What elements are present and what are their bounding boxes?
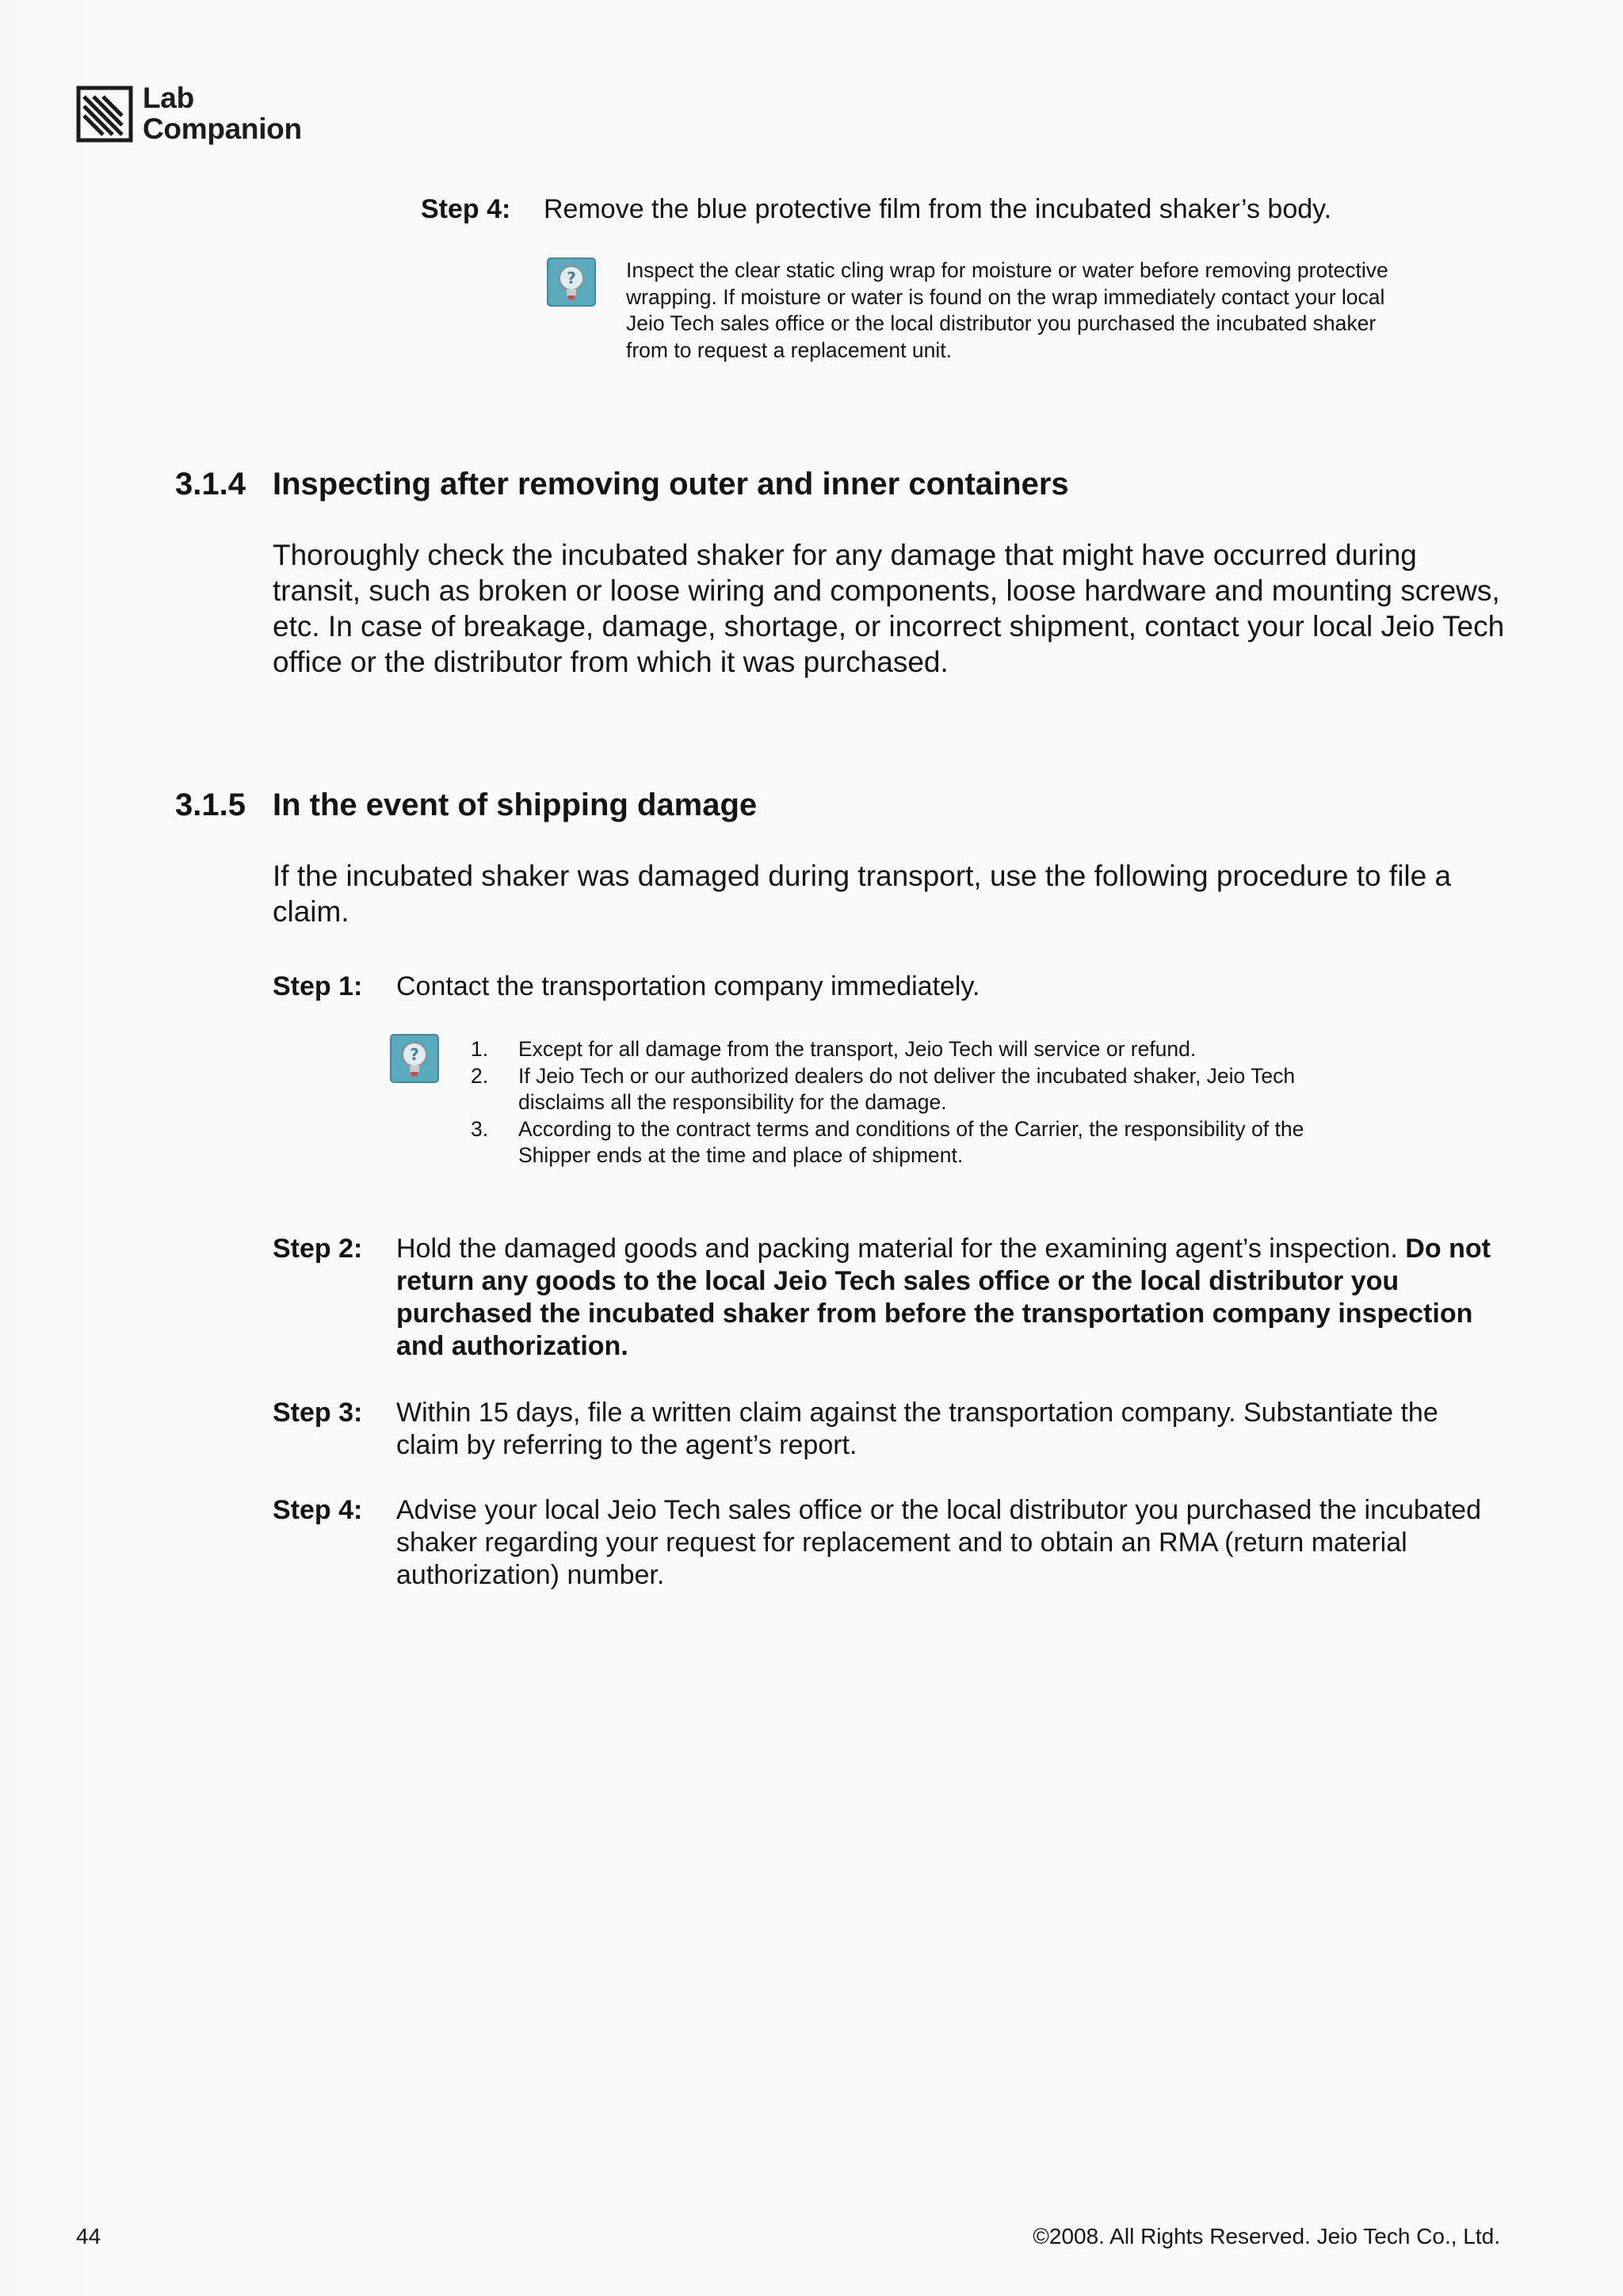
list-item <box>471 1116 1366 1169</box>
step-label: Step 4: <box>421 194 511 224</box>
logo-wordmark <box>143 82 302 144</box>
lab-companion-logo <box>76 82 346 151</box>
logo-line-2: Companion <box>143 113 302 145</box>
step-text <box>396 1233 1510 1363</box>
step-label: Step 1: <box>273 971 363 1001</box>
section-number: 3.1.4 <box>175 467 246 502</box>
step-text-bold-warning: Do not return any goods to the local Jeio Tech sales office or the local distributor you purchased the incubated shaker from before the transportation company inspection and authorization. <box>396 1234 1491 1361</box>
lightbulb-question-icon <box>390 1034 439 1083</box>
step-label: Step 2: <box>273 1234 363 1264</box>
list-text: If Jeio Tech or our authorized dealers do not deliver the incubated shaker, Jeio Tech disclaims all the responsibility for the damage. <box>518 1063 1296 1114</box>
svg-text:?: ? <box>410 1045 419 1064</box>
list-item <box>471 1063 1366 1116</box>
section-title: In the event of shipping damage <box>273 788 758 822</box>
step-text-regular: Hold the damaged goods and packing material for the examining agent’s inspection. <box>396 1234 1398 1264</box>
lab-companion-logo-icon <box>76 86 133 143</box>
tip-note: Inspect the clear static cling wrap for moisture or water before removing protective wrapping. If moisture or water is found on the wrap immediately contact your local Jeio Tech sales office or the local distributor you purchased the incubated shaker from to request a replacement unit. <box>626 258 1388 362</box>
section-title: Inspecting after removing outer and inner containers <box>273 467 1069 502</box>
logo-line-1: Lab <box>143 82 194 114</box>
step-text: Within 15 days, file a written claim against the transportation company. Substantiate the claim by referring to the agent’s report. <box>396 1398 1438 1460</box>
list-number: 1. <box>471 1037 489 1061</box>
step-text: Contact the transportation company immediately. <box>396 971 980 1001</box>
svg-text:?: ? <box>567 269 576 288</box>
list-number: 3. <box>471 1116 489 1141</box>
step-text: Advise your local Jeio Tech sales office or the local distributor you purchased the incubated shaker regarding your request for replacement and to obtain an RMA (return material authorization) number. <box>396 1495 1481 1590</box>
step-label: Step 3: <box>273 1398 363 1428</box>
section-number: 3.1.5 <box>175 788 246 822</box>
list-number: 2. <box>471 1063 489 1088</box>
section-intro: If the incubated shaker was damaged during transport, use the following procedure to file a claim. <box>273 860 1452 928</box>
page-number: 44 <box>76 2224 101 2248</box>
list-item <box>471 1036 1366 1063</box>
list-text: Except for all damage from the transport, Jeio Tech will service or refund. <box>518 1037 1197 1061</box>
section-body: Thoroughly check the incubated shaker for any damage that might have occurred during transit, such as broken or loose wiring and components, loose hardware and mounting screws, etc. In case of breakage, damage, shortage, or incorrect shipment, contact your local Jeio Tech office or the distributor from which it was purchased. <box>273 539 1505 678</box>
copyright: ©2008. All Rights Reserved. Jeio Tech Co., Ltd. <box>1033 2224 1500 2248</box>
tip-note-list <box>471 1036 1366 1169</box>
list-text: According to the contract terms and conditions of the Carrier, the responsibility of the Shipper ends at the time and place of shipment. <box>518 1116 1304 1167</box>
lightbulb-question-icon <box>547 257 596 307</box>
step-text: Remove the blue protective film from the incubated shaker’s body. <box>544 194 1332 224</box>
step-label: Step 4: <box>273 1495 363 1525</box>
